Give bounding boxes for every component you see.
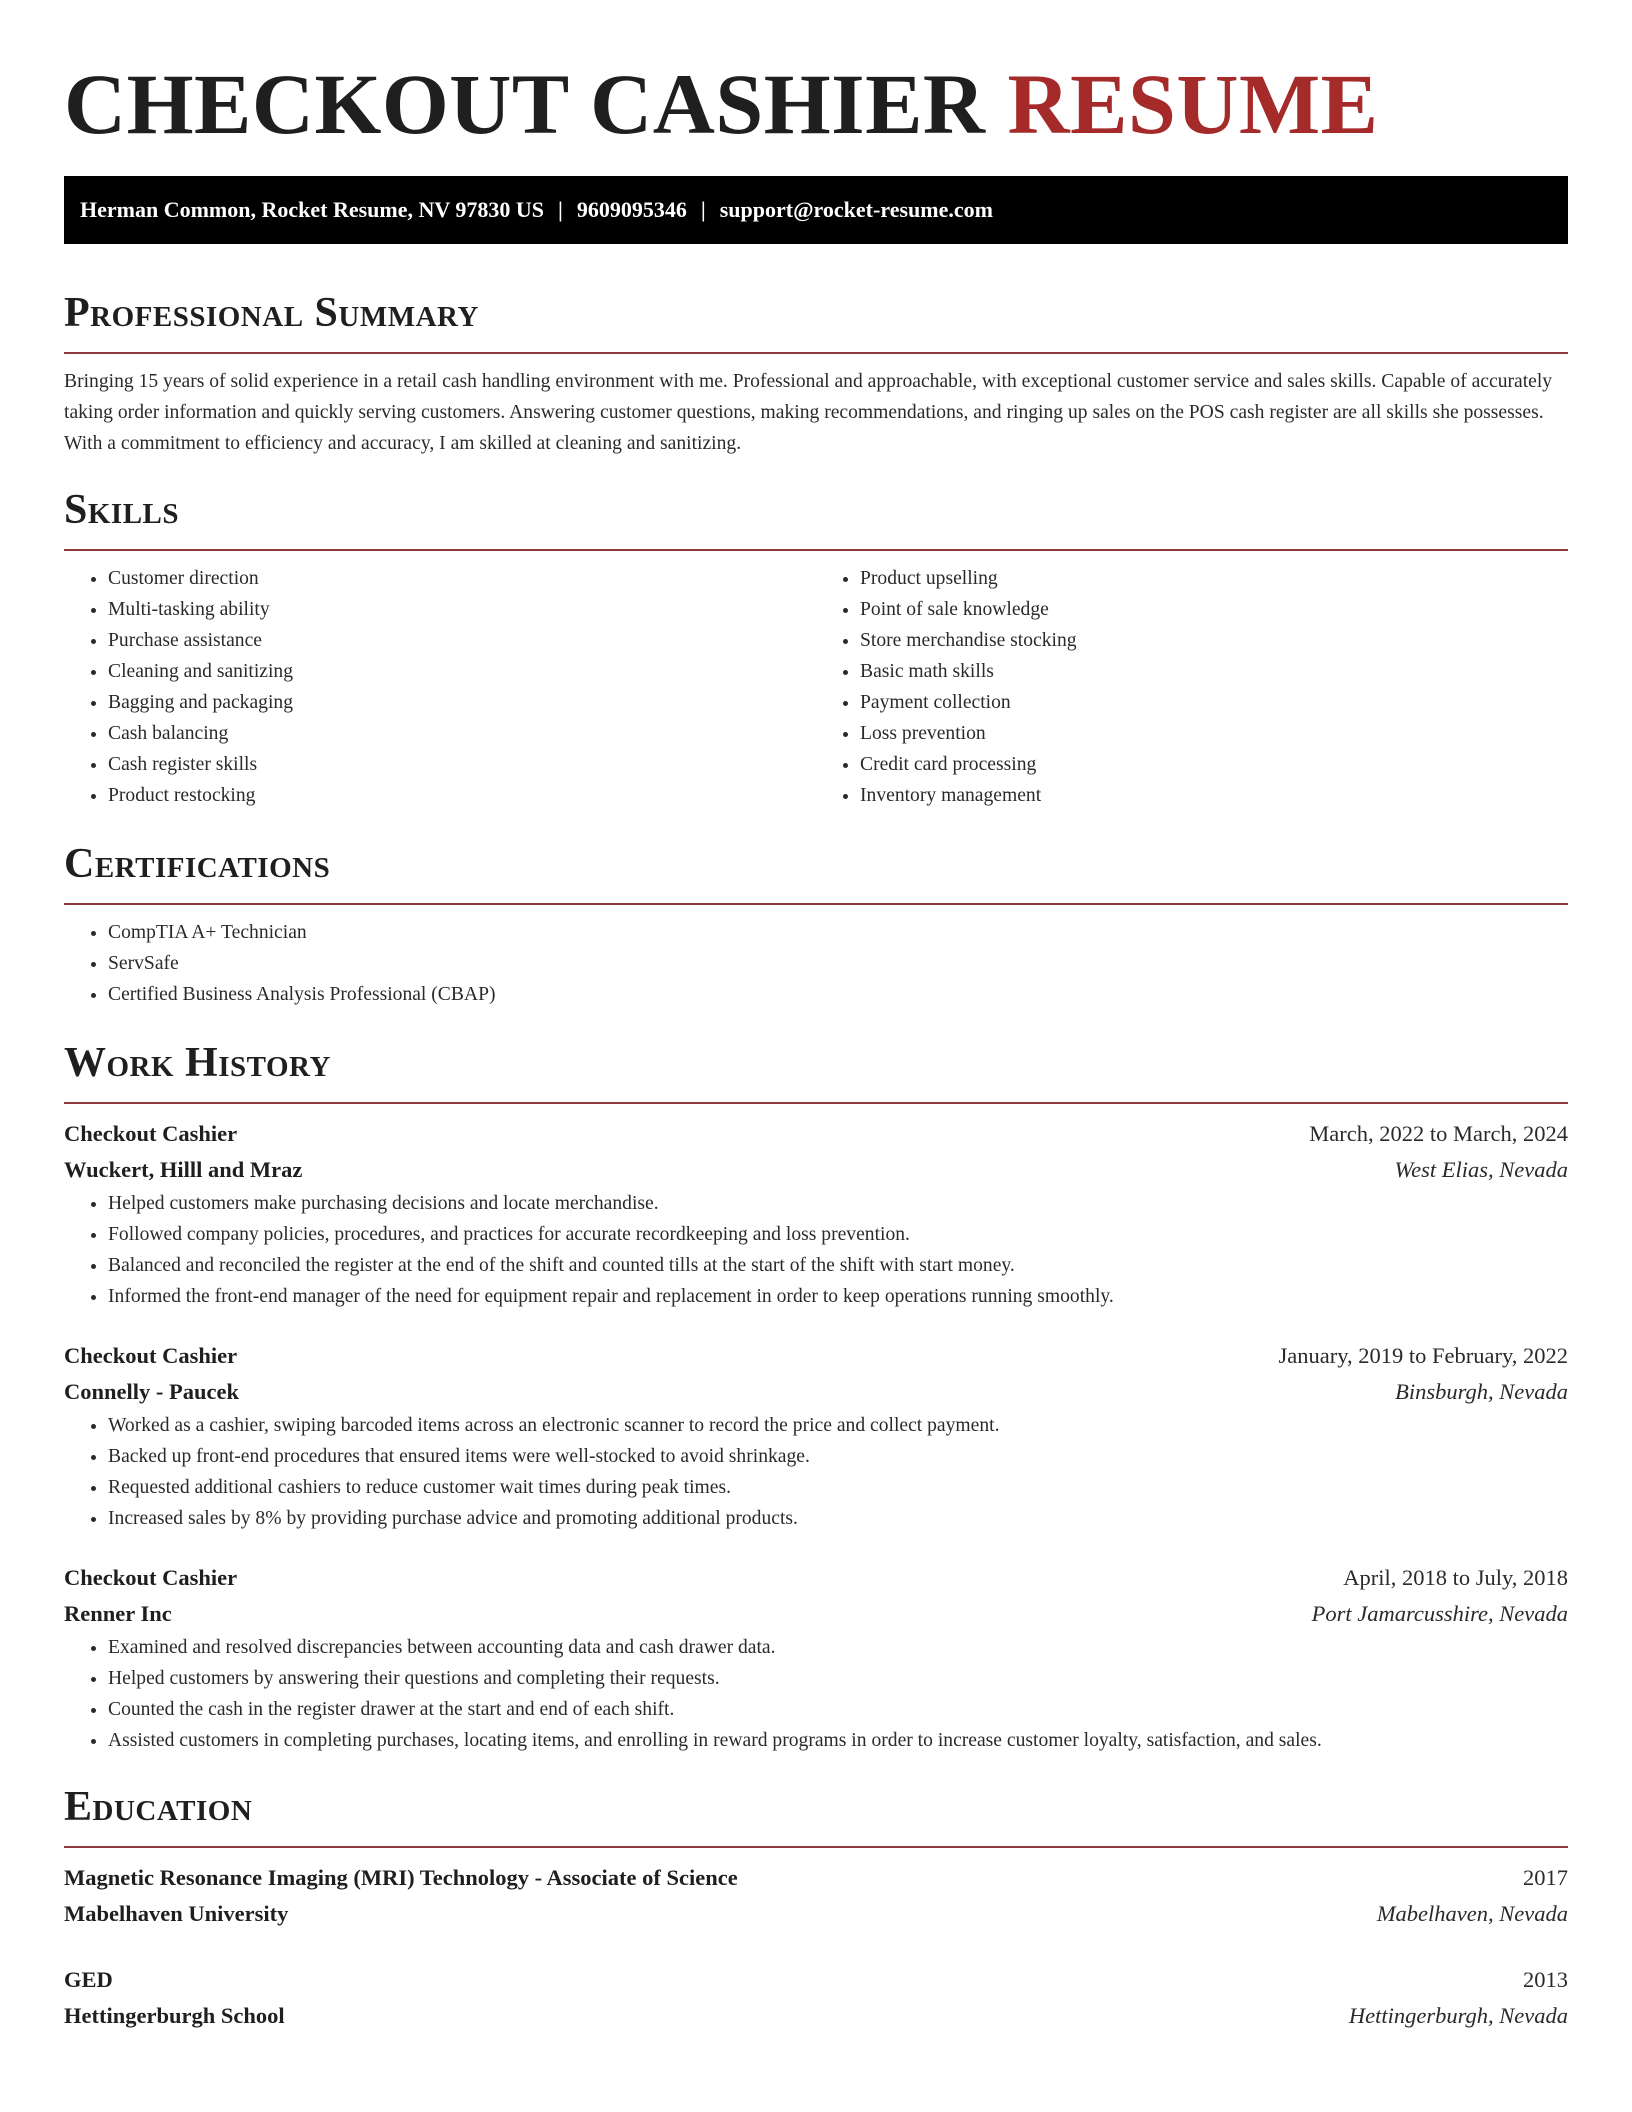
certifications-list bbox=[64, 917, 1568, 1010]
contact-separator: | bbox=[558, 197, 563, 222]
job-header bbox=[64, 1116, 1568, 1152]
skills-list-left bbox=[64, 563, 816, 811]
job-title: Checkout Cashier bbox=[64, 1565, 238, 1590]
job-entry bbox=[64, 1560, 1568, 1756]
job-company: Wuckert, Hilll and Mraz bbox=[64, 1157, 303, 1182]
education-location: Mabelhaven, Nevada bbox=[1376, 1901, 1568, 1926]
skill-item: • Customer direction bbox=[108, 563, 816, 594]
section-divider bbox=[64, 903, 1568, 905]
job-bullets bbox=[64, 1188, 1568, 1312]
job-dates: April, 2018 to July, 2018 bbox=[1343, 1565, 1568, 1590]
job-bullet: • Assisted customers in completing purchases, locating items, and enrolling in reward programs in order to increase customer loyalty, satisfaction, and sales. bbox=[108, 1725, 1568, 1756]
skills-column-right bbox=[816, 563, 1568, 811]
skill-item: • Cash balancing bbox=[108, 718, 816, 749]
job-bullets bbox=[64, 1410, 1568, 1534]
skills-column-left bbox=[64, 563, 816, 811]
skill-item: • Store merchandise stocking bbox=[860, 625, 1568, 656]
job-header bbox=[64, 1338, 1568, 1374]
job-location: Binsburgh, Nevada bbox=[1395, 1379, 1568, 1404]
job-bullet: • Increased sales by 8% by providing purchase advice and promoting additional products. bbox=[108, 1503, 1568, 1534]
section-heading-skills: Skills bbox=[64, 487, 180, 533]
education-degree: GED bbox=[64, 1967, 113, 1992]
job-bullet: • Informed the front-end manager of the need for equipment repair and replacement in order to keep operations running smoothly. bbox=[108, 1281, 1568, 1312]
skills-section bbox=[64, 485, 1568, 811]
job-entry bbox=[64, 1116, 1568, 1312]
skills-list-right bbox=[816, 563, 1568, 811]
skill-item: • Cleaning and sanitizing bbox=[108, 656, 816, 687]
education-entry bbox=[64, 1962, 1568, 2034]
job-subheader bbox=[64, 1596, 1568, 1632]
job-entry bbox=[64, 1338, 1568, 1534]
resume-title bbox=[64, 0, 1568, 176]
education-subheader bbox=[64, 1998, 1568, 2034]
certifications-section bbox=[64, 839, 1568, 1010]
education-school: Mabelhaven University bbox=[64, 1901, 289, 1926]
job-header bbox=[64, 1560, 1568, 1596]
contact-bar bbox=[64, 176, 1568, 244]
education-year: 2017 bbox=[1523, 1865, 1568, 1890]
education-school: Hettingerburgh School bbox=[64, 2003, 285, 2028]
section-heading-certifications: Certifications bbox=[64, 841, 331, 887]
education-location: Hettingerburgh, Nevada bbox=[1348, 2003, 1568, 2028]
job-dates: January, 2019 to February, 2022 bbox=[1278, 1343, 1568, 1368]
certification-item: • CompTIA A+ Technician bbox=[108, 917, 1568, 948]
skill-item: • Credit card processing bbox=[860, 749, 1568, 780]
job-company: Connelly - Paucek bbox=[64, 1379, 240, 1404]
certification-item: • ServSafe bbox=[108, 948, 1568, 979]
section-divider bbox=[64, 549, 1568, 551]
title-accent: RESUME bbox=[1007, 56, 1379, 152]
education-header bbox=[64, 1860, 1568, 1896]
job-title: Checkout Cashier bbox=[64, 1343, 238, 1368]
certification-item: • Certified Business Analysis Professional (CBAP) bbox=[108, 979, 1568, 1010]
section-heading-summary: Professional Summary bbox=[64, 290, 479, 336]
skill-item: • Loss prevention bbox=[860, 718, 1568, 749]
skill-item: • Product upselling bbox=[860, 563, 1568, 594]
skill-item: • Product restocking bbox=[108, 780, 816, 811]
job-title: Checkout Cashier bbox=[64, 1121, 238, 1146]
skills-grid bbox=[64, 563, 1568, 811]
job-bullet: • Followed company policies, procedures, and practices for accurate recordkeeping and loss prevention. bbox=[108, 1219, 1568, 1250]
summary-section bbox=[64, 288, 1568, 459]
job-subheader bbox=[64, 1152, 1568, 1188]
education-year: 2013 bbox=[1523, 1967, 1568, 1992]
education-degree: Magnetic Resonance Imaging (MRI) Technology - Associate of Science bbox=[64, 1865, 738, 1890]
skill-item: • Point of sale knowledge bbox=[860, 594, 1568, 625]
work-section bbox=[64, 1038, 1568, 1756]
education-entry bbox=[64, 1860, 1568, 1932]
contact-phone: 9609095346 bbox=[576, 197, 687, 222]
summary-text: Bringing 15 years of solid experience in a retail cash handling environment with me. Professional and approachable, with exceptional customer service and sales skills. Capable of accurately taking order information and quickly serving customers. Answering customer questions, making recommendations, and ringing up sales on the POS cash register are all skills she possesses. With a commitment to efficiency and accuracy, I am skilled at cleaning and sanitizing. bbox=[64, 371, 1553, 454]
job-bullet: • Helped customers by answering their questions and completing their requests. bbox=[108, 1663, 1568, 1694]
skill-item: • Payment collection bbox=[860, 687, 1568, 718]
job-dates: March, 2022 to March, 2024 bbox=[1309, 1121, 1568, 1146]
section-divider bbox=[64, 352, 1568, 354]
title-main: CHECKOUT CASHIER bbox=[64, 56, 986, 152]
skill-item: • Cash register skills bbox=[108, 749, 816, 780]
job-bullet: • Counted the cash in the register drawer at the start and end of each shift. bbox=[108, 1694, 1568, 1725]
skill-item: • Bagging and packaging bbox=[108, 687, 816, 718]
job-location: Port Jamarcusshire, Nevada bbox=[1311, 1601, 1568, 1626]
section-divider bbox=[64, 1102, 1568, 1104]
job-bullet: • Backed up front-end procedures that ensured items were well-stocked to avoid shrinkage. bbox=[108, 1441, 1568, 1472]
job-bullets bbox=[64, 1632, 1568, 1756]
skill-item: • Inventory management bbox=[860, 780, 1568, 811]
contact-address: Herman Common, Rocket Resume, NV 97830 US bbox=[80, 197, 544, 222]
education-section bbox=[64, 1782, 1568, 2034]
job-location: West Elias, Nevada bbox=[1394, 1157, 1568, 1182]
job-bullet: • Helped customers make purchasing decisions and locate merchandise. bbox=[108, 1188, 1568, 1219]
job-bullet: • Requested additional cashiers to reduce customer wait times during peak times. bbox=[108, 1472, 1568, 1503]
contact-email: support@rocket-resume.com bbox=[719, 197, 993, 222]
job-bullet: • Examined and resolved discrepancies between accounting data and cash drawer data. bbox=[108, 1632, 1568, 1663]
education-header bbox=[64, 1962, 1568, 1998]
job-bullet: • Worked as a cashier, swiping barcoded items across an electronic scanner to record the price and collect payment. bbox=[108, 1410, 1568, 1441]
job-bullet: • Balanced and reconciled the register at the end of the shift and counted tills at the start of the shift with start money. bbox=[108, 1250, 1568, 1281]
section-divider bbox=[64, 1846, 1568, 1848]
education-subheader bbox=[64, 1896, 1568, 1932]
contact-separator: | bbox=[700, 197, 706, 222]
job-subheader bbox=[64, 1374, 1568, 1410]
skill-item: • Purchase assistance bbox=[108, 625, 816, 656]
section-heading-work: Work History bbox=[64, 1040, 331, 1086]
job-company: Renner Inc bbox=[64, 1601, 172, 1626]
section-heading-education: Education bbox=[64, 1784, 253, 1830]
skill-item: • Basic math skills bbox=[860, 656, 1568, 687]
skill-item: • Multi-tasking ability bbox=[108, 594, 816, 625]
